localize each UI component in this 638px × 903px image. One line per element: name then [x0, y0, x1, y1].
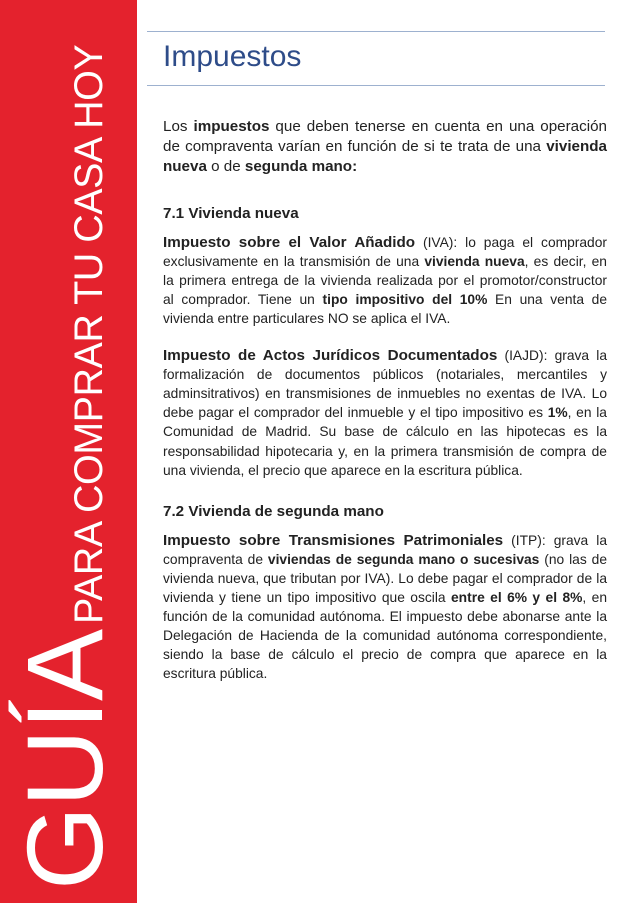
section-title-vivienda-nueva: 7.1 Vivienda nueva [163, 204, 299, 222]
bold-text: impuestos [193, 118, 270, 135]
sidebar-tagline: PARA COMPRAR TU CASA HOY [67, 44, 111, 624]
text: En una venta de vivienda entre particulares NO se aplica el IVA. [163, 291, 608, 326]
section-title-segunda-mano: 7.2 Vivienda de segunda mano [163, 502, 384, 520]
guia-title: GUÍA [4, 629, 125, 890]
text: Los [163, 118, 194, 135]
text: (IAJD): grava la formalización de documentos públicos (notariales, mercantiles y adminsitrativos) en transmisiones de inmuebles no exentas de IVA. Lo debe pagar el comprador del inmueble y el tipo impositivo es [163, 348, 607, 421]
bold-text: vivienda nueva [163, 138, 607, 176]
title-rule-top [147, 31, 605, 32]
intro-paragraph [163, 117, 607, 178]
text: (IVA): lo paga el comprador exclusivamente en la transmisión de una [163, 234, 607, 269]
bold-text: vivienda nueva [424, 253, 525, 269]
bold-text: entre el 6% y el 8% [451, 590, 583, 606]
text: , en la Comunidad de Madrid. Su base de cálculo en las hipotecas es la responsabilidad hipotecaria y, en la primera transmisión de compra de una vivienda, el precio que aparece en la escritura pública. [163, 405, 607, 478]
sidebar-title [4, 44, 125, 890]
bold-text: segunda mano: [244, 158, 358, 176]
title-rule-bottom [147, 85, 605, 86]
text: que deben tenerse en cuenta en una operación de compraventa varían en función de si te trata de una [163, 118, 607, 156]
itp-paragraph [163, 531, 607, 684]
text: (no las de vivienda nueva, que tributan por IVA). Lo debe pagar el comprador de la vivienda y tiene un tipo impositivo que oscila [163, 551, 607, 606]
text: , en función de la comunidad autónoma. El impuesto debe abonarse ante la Delegación de Hacienda de la comunidad autónoma correspondiente, siendo la base de cálculo el precio de compra que aparece en la escritura pública. [163, 590, 607, 682]
sidebar-banner [0, 0, 137, 903]
page-title: Impuestos [163, 40, 302, 73]
iajd-paragraph [163, 346, 607, 480]
iva-paragraph [163, 233, 607, 328]
term-itp: Impuesto sobre Transmisiones Patrimoniales [163, 531, 504, 549]
text: o de [206, 158, 245, 176]
bold-text: viviendas de segunda mano o sucesivas [267, 551, 540, 567]
bold-text: 1% [547, 405, 568, 421]
text: , es decir, en la primera entrega de la vivienda realizada por el promotor/constructor al comprador. Tiene un [163, 253, 607, 307]
bold-text: tipo impositivo del 10% [322, 291, 488, 307]
term-iva: Impuesto sobre el Valor Añadido [163, 233, 416, 251]
text: (ITP): grava la compraventa de [163, 532, 607, 567]
term-iajd: Impuesto de Actos Jurídicos Documentados [163, 347, 498, 365]
main-content [163, 117, 607, 683]
